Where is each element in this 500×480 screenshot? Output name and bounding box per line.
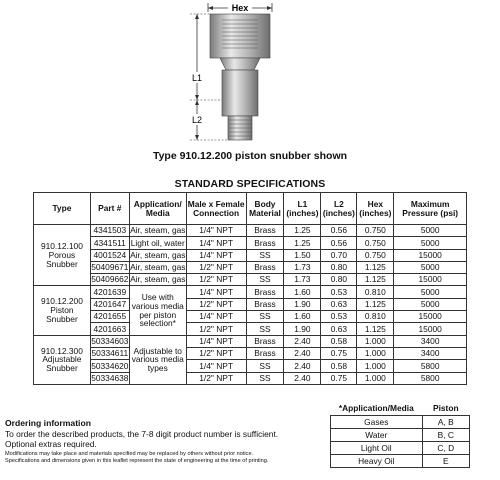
l2-cell: 0.56 xyxy=(321,237,357,249)
app-media-cell: Water xyxy=(331,429,423,442)
app-media-cell: Light Oil xyxy=(331,442,423,455)
hex-cell: 1.125 xyxy=(357,261,394,273)
part-number-cell: 4201639 xyxy=(90,286,129,298)
l2-cell: 0.56 xyxy=(321,225,357,237)
l1-cell: 1.60 xyxy=(284,311,321,323)
l1-cell: 1.50 xyxy=(284,249,321,261)
header-pressure: Maximum Pressure (psi) xyxy=(394,193,467,225)
l1-cell: 1.90 xyxy=(284,323,321,335)
hex-cell: 1.125 xyxy=(357,274,394,286)
part-number-cell: 4201655 xyxy=(90,311,129,323)
l2-cell: 0.58 xyxy=(321,335,357,347)
app-header-row xyxy=(331,400,470,416)
disclaimer-notes xyxy=(5,451,305,466)
app-media-cell: Heavy Oil xyxy=(331,455,423,468)
pressure-cell: 15000 xyxy=(394,274,467,286)
part-number-cell: 4201647 xyxy=(90,298,129,310)
media-cell: Air, steam, gas xyxy=(130,249,186,260)
part-number-cell: 50334611 xyxy=(91,348,129,359)
body-cell: Brass xyxy=(246,347,284,359)
pressure-cell: 5000 xyxy=(394,261,467,273)
l2-dimension-label: L2 xyxy=(191,115,203,125)
body-cell: SS xyxy=(246,372,284,384)
pressure-cell: 5000 xyxy=(394,286,467,298)
header-l2: L2 (inches) xyxy=(321,193,357,225)
header-hex: Hex (inches) xyxy=(357,193,394,225)
l2-cell: 0.70 xyxy=(321,249,357,261)
hex-cell: 1.000 xyxy=(357,347,394,359)
l1-cell: 2.40 xyxy=(284,347,321,359)
hex-dimension-label: Hex xyxy=(231,3,249,13)
header-l1: L1 (inches) xyxy=(284,193,321,225)
table-row xyxy=(34,311,467,323)
l1-cell: 1.90 xyxy=(284,298,321,310)
connection-cell: 1/4" NPT xyxy=(186,286,246,298)
spec-header-row xyxy=(34,193,467,225)
connection-cell: 1/4" NPT xyxy=(186,335,246,347)
pressure-cell: 5800 xyxy=(394,360,467,372)
header-connection: Male x Female Connection xyxy=(186,193,246,225)
table-row xyxy=(34,286,467,298)
app-piston-cell: C, D xyxy=(422,442,469,455)
body-cell: SS xyxy=(246,249,284,261)
pressure-cell: 5000 xyxy=(394,237,467,249)
connection-cell: 1/2" NPT xyxy=(186,372,246,384)
l1-cell: 1.60 xyxy=(284,286,321,298)
table-row xyxy=(331,455,470,468)
l2-cell: 0.53 xyxy=(321,286,357,298)
table-row xyxy=(331,416,470,429)
type-cell: 910.12.200 Piston Snubber xyxy=(34,286,91,335)
l2-cell: 0.80 xyxy=(321,261,357,273)
body-cell: Brass xyxy=(246,225,284,237)
header-type: Type xyxy=(34,193,91,225)
body-cell: SS xyxy=(246,311,284,323)
table-row xyxy=(34,360,467,372)
table-row xyxy=(34,298,467,310)
app-piston-cell: B, C xyxy=(422,429,469,442)
pressure-cell: 3400 xyxy=(394,335,467,347)
part-number-cell: 4341511 xyxy=(90,237,129,249)
l1-cell: 1.25 xyxy=(284,225,321,237)
table-row xyxy=(34,261,467,273)
pressure-cell: 3400 xyxy=(394,347,467,359)
hex-cell: 1.125 xyxy=(357,323,394,335)
header-media: Application/ Media xyxy=(129,193,186,225)
hex-cell: 1.000 xyxy=(357,360,394,372)
part-number-cell: 50334638 xyxy=(91,372,129,383)
connection-cell: 1/2" NPT xyxy=(186,323,246,335)
l2-cell: 0.80 xyxy=(321,274,357,286)
pressure-cell: 15000 xyxy=(394,311,467,323)
pressure-cell: 5000 xyxy=(394,225,467,237)
l1-cell: 2.40 xyxy=(284,372,321,384)
hex-cell: 0.750 xyxy=(357,249,394,261)
connection-cell: 1/4" NPT xyxy=(186,311,246,323)
l2-cell: 0.53 xyxy=(321,311,357,323)
l1-cell: 1.73 xyxy=(284,274,321,286)
hex-cell: 0.810 xyxy=(357,311,394,323)
body-cell: SS xyxy=(246,360,284,372)
body-cell: SS xyxy=(246,274,284,286)
ordering-heading: Ordering information xyxy=(5,418,91,428)
header-part: Part # xyxy=(90,193,129,225)
connection-cell: 1/2" NPT xyxy=(186,274,246,286)
table-row xyxy=(34,249,467,261)
hex-cell: 0.810 xyxy=(357,286,394,298)
l2-cell: 0.63 xyxy=(321,298,357,310)
table-row xyxy=(331,442,470,455)
connection-cell: 1/4" NPT xyxy=(186,360,246,372)
disclaimer-line-1: Modifications may take place and materials specified may be replaced by others without prior notice. xyxy=(5,451,254,457)
table-row xyxy=(34,323,467,335)
media-cell: Air, steam, gas xyxy=(130,225,186,236)
app-piston-cell: E xyxy=(422,455,469,468)
l1-cell: 2.40 xyxy=(284,335,321,347)
media-cell: Use with various media per piston selection* xyxy=(129,286,186,335)
media-cell: Air, steam, gas xyxy=(130,274,186,285)
l2-cell: 0.58 xyxy=(321,360,357,372)
table-row xyxy=(34,237,467,249)
l2-cell: 0.75 xyxy=(321,372,357,384)
part-number-cell: 4001524 xyxy=(90,249,129,261)
l2-cell: 0.63 xyxy=(321,323,357,335)
hex-cell: 0.750 xyxy=(357,225,394,237)
table-row xyxy=(34,335,467,347)
body-cell: Brass xyxy=(246,286,284,298)
connection-cell: 1/2" NPT xyxy=(186,261,246,273)
app-piston-cell: A, B xyxy=(422,416,469,429)
l2-cell: 0.75 xyxy=(321,347,357,359)
app-header-piston: Piston xyxy=(432,402,459,413)
connection-cell: 1/4" NPT xyxy=(186,225,246,237)
body-cell: Brass xyxy=(246,261,284,273)
body-cell: Brass xyxy=(246,237,284,249)
body-cell: SS xyxy=(246,323,284,335)
table-row xyxy=(331,429,470,442)
ordering-line-2: Optional extras required. xyxy=(5,439,97,450)
pressure-cell: 15000 xyxy=(394,249,467,261)
application-media-table xyxy=(330,400,470,468)
part-number-cell: 50334603 xyxy=(91,335,129,346)
table-row xyxy=(34,225,467,237)
media-cell: Air, steam, gas xyxy=(130,262,186,273)
table-row xyxy=(34,372,467,384)
connection-cell: 1/2" NPT xyxy=(186,298,246,310)
l1-cell: 1.73 xyxy=(284,261,321,273)
type-cell: 910.12.300 Adjustable Snubber xyxy=(34,335,91,384)
spec-title: STANDARD SPECIFICATIONS xyxy=(174,178,326,190)
spec-table xyxy=(33,192,467,385)
connection-cell: 1/4" NPT xyxy=(186,249,246,261)
l1-dimension-label: L1 xyxy=(191,73,203,83)
connection-cell: 1/4" NPT xyxy=(186,237,246,249)
figure-caption: Type 910.12.200 piston snubber shown xyxy=(152,150,348,162)
app-media-cell: Gases xyxy=(331,416,423,429)
hex-cell: 1.000 xyxy=(357,372,394,384)
part-number-cell: 4201663 xyxy=(90,323,129,335)
body-cell: Brass xyxy=(246,335,284,347)
hex-cell: 1.000 xyxy=(357,335,394,347)
l1-cell: 2.40 xyxy=(284,360,321,372)
ordering-information xyxy=(5,418,315,450)
app-header-media: *Application/Media xyxy=(338,402,414,413)
header-body: Body Material xyxy=(246,193,284,225)
media-cell: Light oil, water xyxy=(130,237,185,248)
ordering-line-1: To order the described products, the 7-8 digit product number is sufficient. xyxy=(5,428,279,439)
media-cell: Adjustable to various media types xyxy=(129,335,186,384)
disclaimer-line-2: Specifications and dimensions given in this leaflet represent the state of engineering at the time of printing. xyxy=(5,458,269,465)
l1-cell: 1.25 xyxy=(284,237,321,249)
pressure-cell: 15000 xyxy=(394,323,467,335)
part-number-cell: 4341503 xyxy=(90,225,129,237)
type-cell: 910.12.100 Porous Snubber xyxy=(34,225,91,286)
pressure-cell: 5000 xyxy=(394,298,467,310)
pressure-cell: 5800 xyxy=(394,372,467,384)
table-row xyxy=(34,347,467,359)
hex-cell: 0.750 xyxy=(357,237,394,249)
part-number-cell: 50334620 xyxy=(91,360,129,371)
part-number-cell: 50409671 xyxy=(91,262,129,273)
body-cell: Brass xyxy=(246,298,284,310)
snubber-drawing xyxy=(150,0,310,148)
part-number-cell: 50409662 xyxy=(91,274,129,285)
table-row xyxy=(34,274,467,286)
connection-cell: 1/2" NPT xyxy=(186,347,246,359)
hex-cell: 1.125 xyxy=(357,298,394,310)
